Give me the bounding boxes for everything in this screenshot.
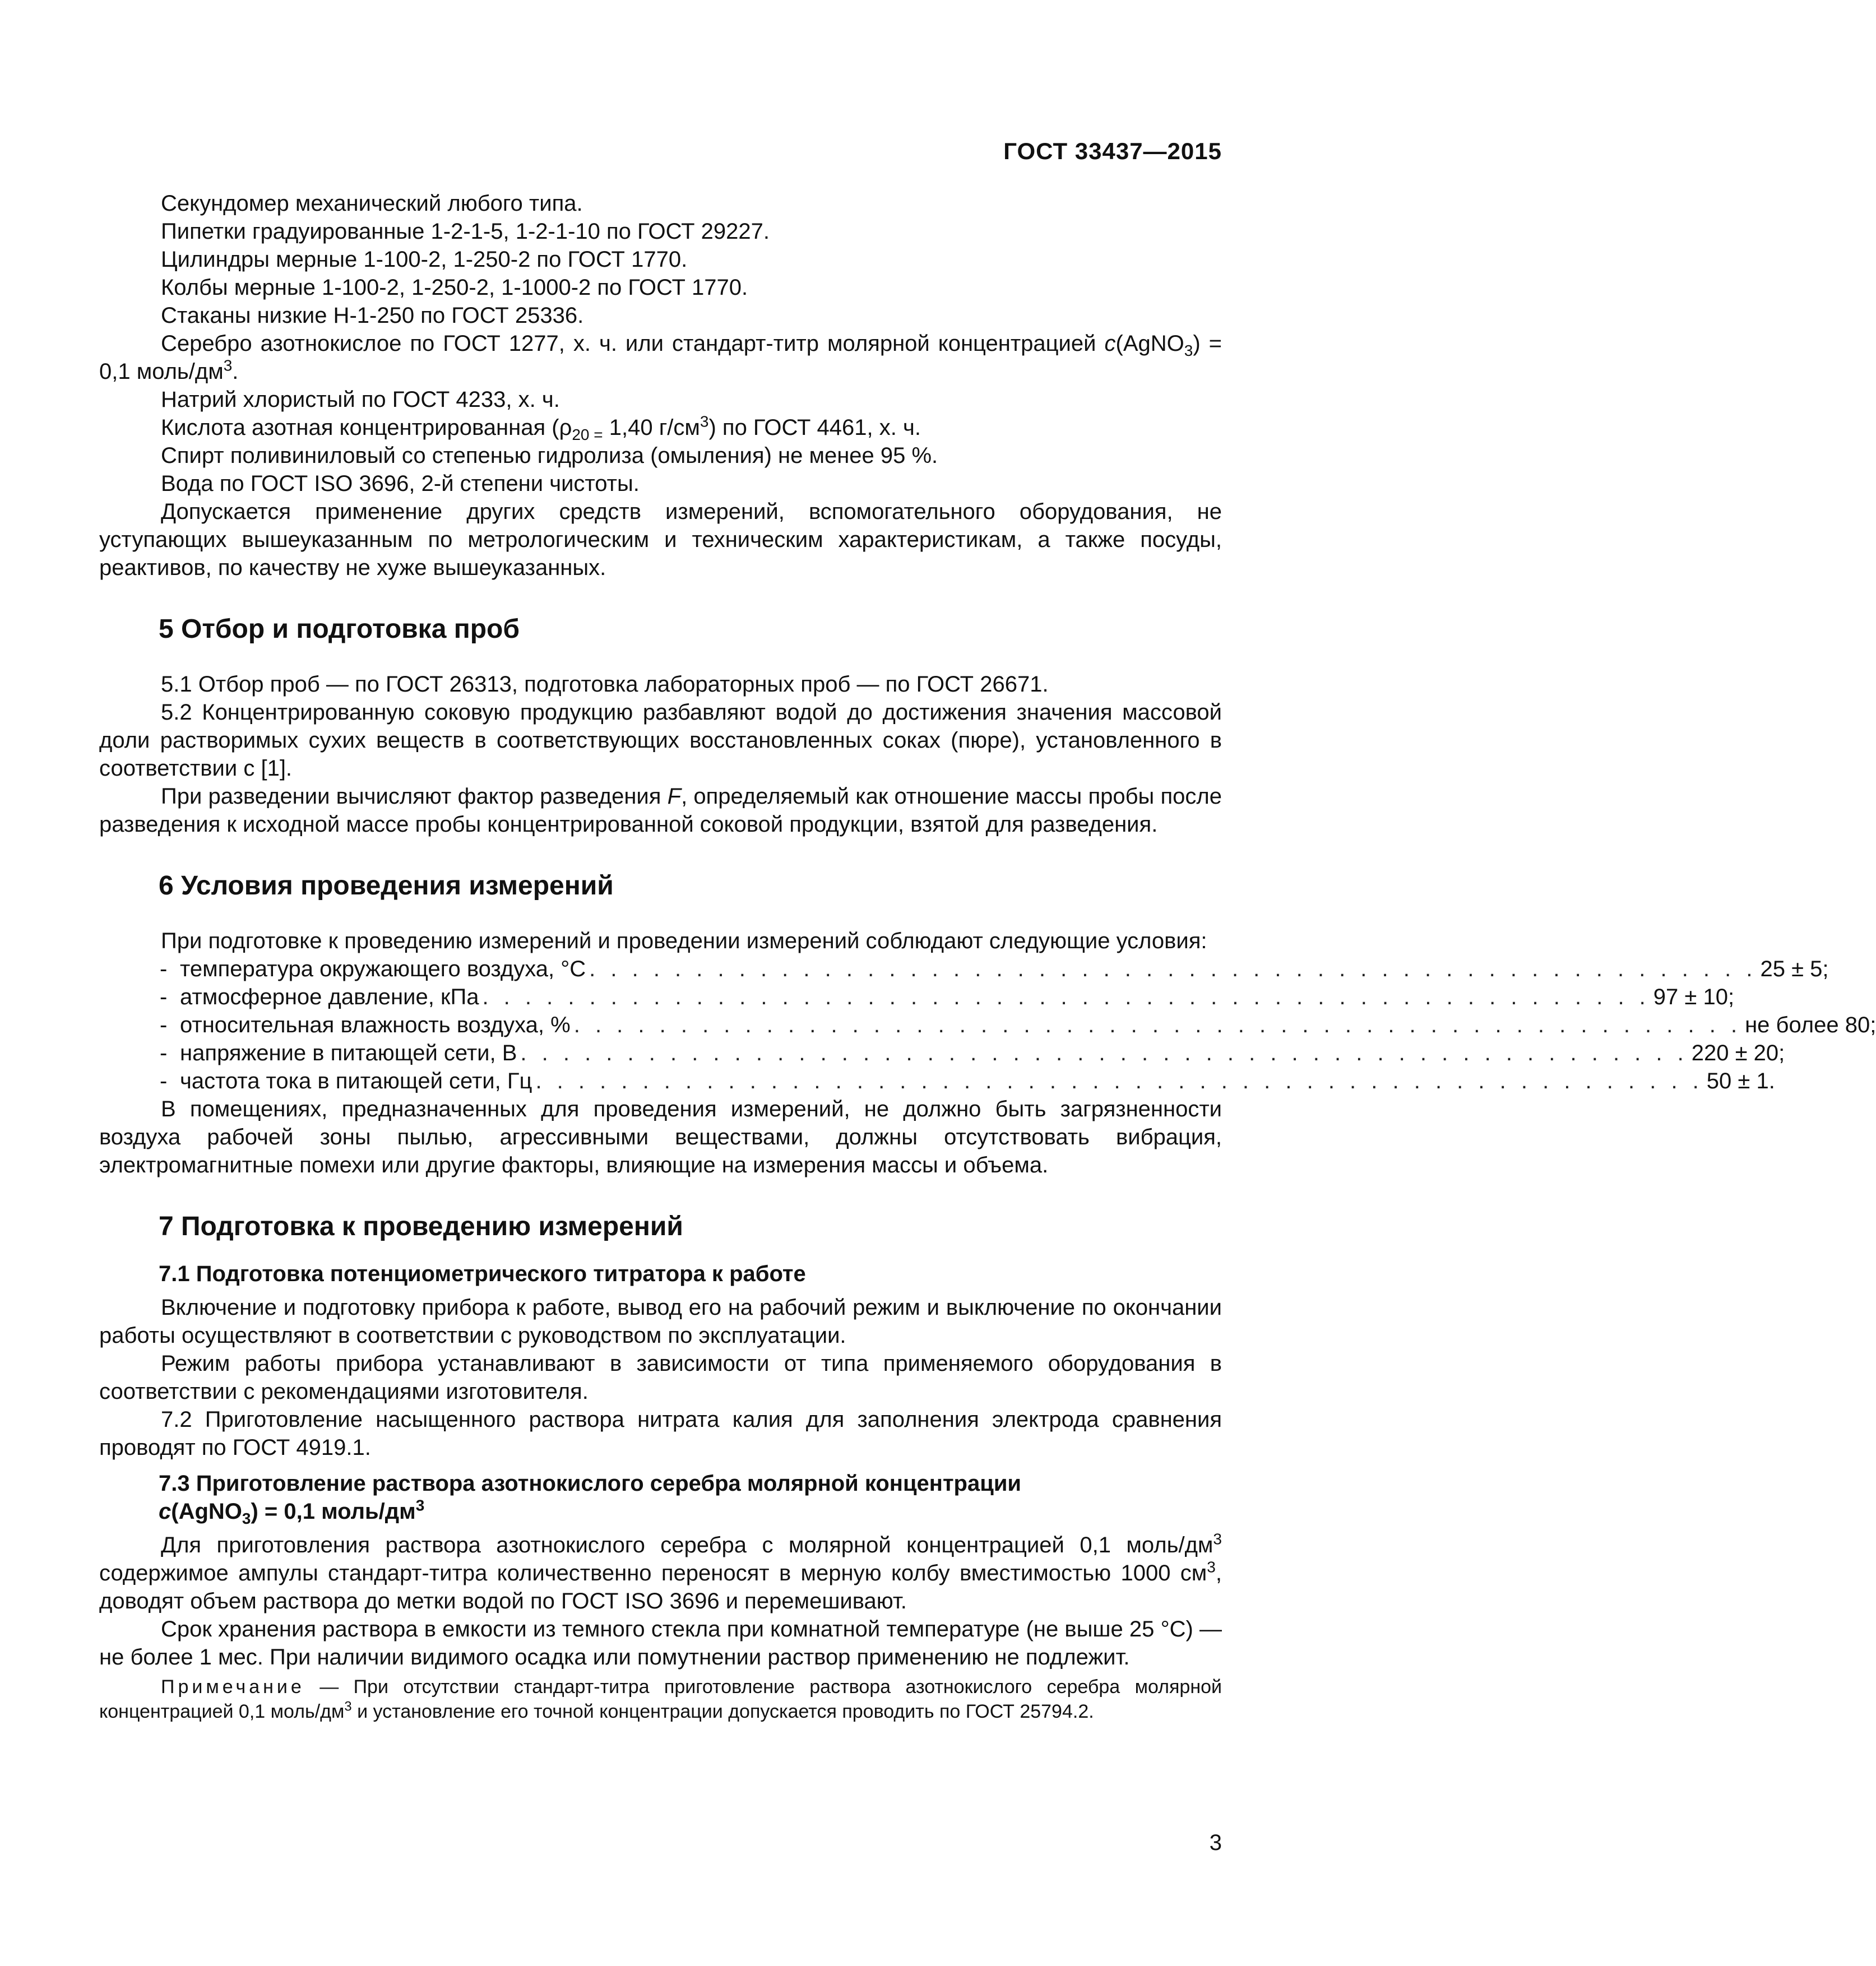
note-text: и установление его точной концентрации допускается проводить по ГОСТ 25794.2. [351, 1701, 1094, 1722]
equipment-item: Пипетки градуированные 1-2-1-5, 1-2-1-10 по ГОСТ 29227. [161, 219, 770, 244]
allowed-substitutes: Допускается применение других средств измерений, вспомогательного оборудования, не уступающих вышеуказанным по метрологическим и техническим характеристикам, а также посуды, реактивов, по качеству не хуже вышеуказанных. [99, 499, 1222, 580]
condition-label: относительная влажность воздуха, % [180, 1013, 571, 1037]
reagent-text: Кислота азотная концентрированная (ρ [161, 415, 572, 440]
list-dash: - [160, 985, 168, 1009]
section-5-title: 5 Отбор и подготовка проб [159, 614, 520, 644]
paragraph-text: содержимое ампулы стандарт-титра количественно переносят в мерную колбу вместимостью 1000 см [99, 1561, 1207, 1585]
formula-text: ) = 0,1 моль/дм [251, 1499, 416, 1524]
equipment-item: Секундомер механический любого типа. [161, 191, 583, 216]
condition-label: температура окружающего воздуха, °С [180, 957, 586, 981]
formula-superscript: 3 [1207, 1558, 1216, 1576]
section-7-title: 7 Подготовка к проведению измерений [159, 1212, 683, 1241]
condition-row [99, 955, 1829, 983]
note-label: Примечание [161, 1676, 305, 1698]
section-7-3-p1 [99, 1531, 1222, 1615]
formula-text: . [232, 359, 239, 384]
paragraph-text: , определяемый как отношение массы пробы после разведения к исходной массе пробы концентрированной соковой продукции, взятой для разведения. [99, 784, 1222, 837]
list-dash: - [160, 1013, 168, 1037]
formula-superscript: 3 [700, 412, 709, 430]
reagent-silver-nitrate [99, 330, 1222, 386]
reagent-alcohol: Спирт поливиниловый со степенью гидролиза (омыления) не менее 95 %. [161, 443, 938, 468]
formula-text: (AgNO [171, 1499, 242, 1524]
section-7-1-p2: Режим работы прибора устанавливают в зависимости от типа применяемого оборудования в соответствии с рекомендациями изготовителя. [99, 1351, 1222, 1404]
section-5-dilution [99, 782, 1222, 838]
leader-dots: . . . . . . . . . . . . . . . . . . . . . . . . . . . . . . . . . . . . . . . . . . . . . . . . . . . . . . . [573, 1013, 1742, 1037]
section-6-outro: В помещениях, предназначенных для проведения измерений, не должно быть загрязненности воздуха рабочей зоны пылью, агрессивными веществами, должны отсутствовать вибрация, электромагнитные помехи или другие факторы, влияющие на измерения массы и объема. [99, 1097, 1222, 1177]
list-dash: - [160, 957, 168, 981]
section-7-3-p2: Срок хранения раствора в емкости из темного стекла при комнатной температуре (не выше 25 °С) — не более 1 мес. При наличии видимого осадка или помутнении раствор применению не подлежит. [99, 1617, 1222, 1670]
formula-subscript: 3 [242, 1510, 251, 1527]
paragraph-text: Для приготовления раствора азотнокислого серебра с молярной концентрацией 0,1 моль/дм [161, 1533, 1213, 1557]
formula-text: (AgNO [1115, 331, 1184, 356]
document-body [99, 189, 1876, 1724]
condition-value: не более 80; [1745, 1013, 1876, 1037]
section-7-3-title [99, 1469, 1222, 1525]
list-dash: - [160, 1069, 168, 1093]
section-5-1: 5.1 Отбор проб — по ГОСТ 26313, подготовка лабораторных проб — по ГОСТ 26671. [161, 672, 1049, 697]
formula-subscript: 3 [1184, 342, 1193, 359]
section-5-2: 5.2 Концентрированную соковую продукцию разбавляют водой до достижения значения массовой доли растворимых сухих веществ в соответствующих восстановленных соках (пюре), установленного в соответствии с [1]. [99, 700, 1222, 781]
heading-line: 7.3 Приготовление раствора азотнокислого серебра молярной концентрации [159, 1471, 1022, 1496]
condition-row [99, 1039, 1785, 1067]
heading-formula [159, 1497, 1222, 1525]
formula-superscript: 3 [1213, 1530, 1222, 1548]
reagent-water: Вода по ГОСТ ISO 3696, 2-й степени чистоты. [161, 471, 640, 496]
note-text: — При отсутствии стандарт-титра приготовление раствора азотнокислого серебра молярной концентрацией 0,1 моль/дм [99, 1676, 1222, 1722]
formula-symbol: c [1104, 331, 1116, 356]
reagent-text: Серебро азотнокислое по ГОСТ 1277, х. ч. или стандарт-титр молярной концентрацией [161, 331, 1096, 356]
formula-text: ) = 0,1 моль/дм [99, 331, 1222, 384]
leader-dots: . . . . . . . . . . . . . . . . . . . . . . . . . . . . . . . . . . . . . . . . . . . . . . . . . . . . . . . [589, 957, 1757, 981]
section-7-2: 7.2 Приготовление насыщенного раствора нитрата калия для заполнения электрода сравнения проводят по ГОСТ 4919.1. [99, 1407, 1222, 1460]
condition-value: 220 ± 20; [1691, 1041, 1785, 1065]
section-6-title: 6 Условия проведения измерений [159, 871, 614, 901]
section-7-1-title: 7.1 Подготовка потенциометрического титратора к работе [159, 1262, 806, 1286]
formula-superscript: 3 [415, 1496, 425, 1514]
list-dash: - [160, 1041, 168, 1065]
condition-value: 25 ± 5; [1760, 957, 1829, 981]
condition-row [99, 1011, 1876, 1039]
section-6-intro: При подготовке к проведению измерений и проведении измерений соблюдают следующие условия: [161, 929, 1207, 953]
condition-value: 97 ± 10; [1653, 985, 1735, 1009]
condition-label: частота тока в питающей сети, Гц [180, 1069, 532, 1093]
leader-dots: . . . . . . . . . . . . . . . . . . . . . . . . . . . . . . . . . . . . . . . . . . . . . . . . . . . . . . . [482, 985, 1650, 1009]
paragraph-text: При разведении вычисляют фактор разведения [161, 784, 668, 809]
paragraph-text: , доводят объем раствора до метки водой по ГОСТ ISO 3696 и перемешивают. [99, 1561, 1222, 1613]
condition-label: напряжение в питающей сети, В [180, 1041, 517, 1065]
page-number: 3 [1209, 1830, 1222, 1855]
leader-dots: . . . . . . . . . . . . . . . . . . . . . . . . . . . . . . . . . . . . . . . . . . . . . . . . . . . . . . . [535, 1069, 1703, 1093]
reagent-nitric-acid [99, 414, 1222, 442]
formula-subscript: 20 = [572, 426, 603, 443]
equipment-item: Колбы мерные 1-100-2, 1-250-2, 1-1000-2 по ГОСТ 1770. [161, 275, 748, 300]
formula-symbol: c [159, 1499, 172, 1524]
leader-dots: . . . . . . . . . . . . . . . . . . . . . . . . . . . . . . . . . . . . . . . . . . . . . . . . . . . . . . . [520, 1041, 1688, 1065]
reagent-sodium-chloride: Натрий хлористый по ГОСТ 4233, х. ч. [161, 387, 560, 412]
condition-label: атмосферное давление, кПа [180, 985, 479, 1009]
condition-row [99, 1067, 1775, 1095]
condition-row [99, 983, 1735, 1011]
equipment-item: Стаканы низкие Н-1-250 по ГОСТ 25336. [161, 303, 584, 328]
document-header: ГОСТ 33437—2015 [1003, 138, 1222, 164]
section-7-1-p1: Включение и подготовку прибора к работе, вывод его на рабочий режим и выключение по окончании работы осуществляют в соответствии с руководством по эксплуатации. [99, 1295, 1222, 1348]
reagent-text: 1,40 г/см [603, 415, 700, 440]
reagent-text: ) по ГОСТ 4461, х. ч. [708, 415, 921, 440]
formula-superscript: 3 [223, 356, 233, 374]
equipment-item: Цилиндры мерные 1-100-2, 1-250-2 по ГОСТ 1770. [161, 247, 688, 272]
formula-symbol: F [667, 784, 682, 809]
formula-superscript: 3 [344, 1699, 352, 1714]
note [99, 1675, 1222, 1724]
condition-value: 50 ± 1. [1706, 1069, 1775, 1093]
